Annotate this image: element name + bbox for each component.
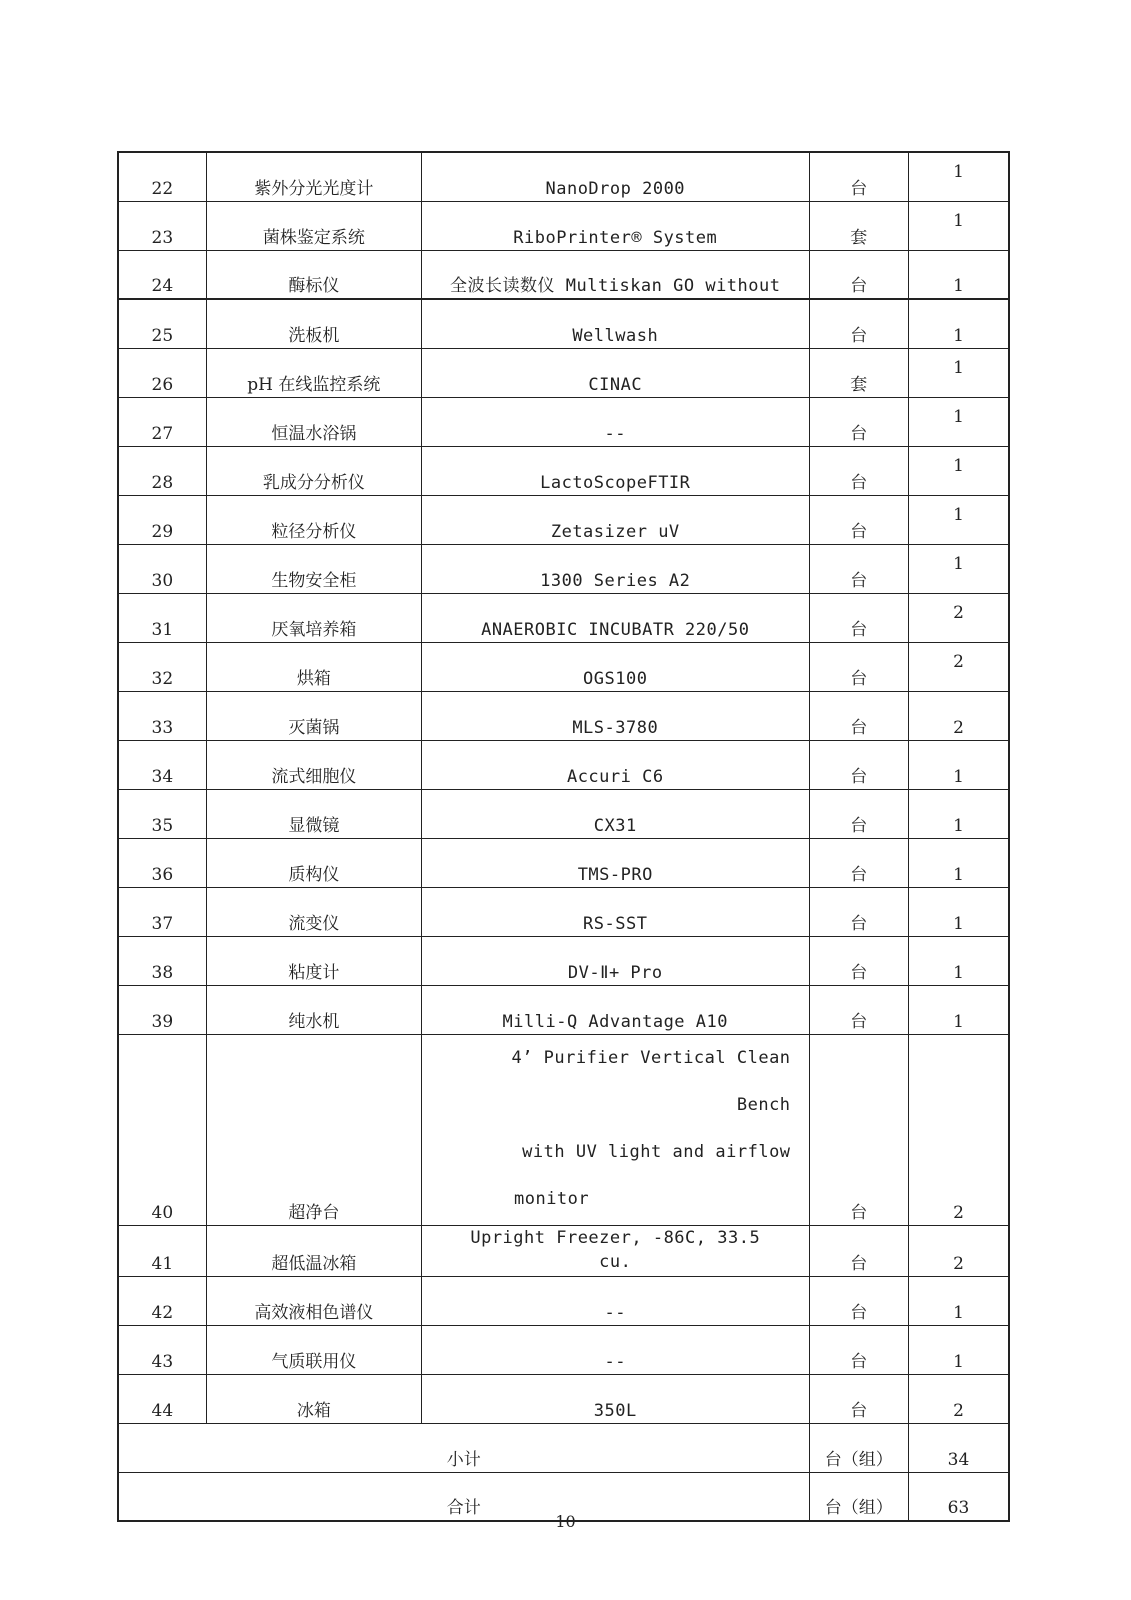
equipment-model: ANAEROBIC INCUBATR 220/50 — [421, 593, 809, 642]
table-row — [118, 348, 1009, 397]
table-row — [118, 1276, 1009, 1325]
equipment-name: 高效液相色谱仪 — [206, 1276, 421, 1325]
unit: 台 — [809, 985, 908, 1034]
quantity: 2 — [909, 1225, 1010, 1276]
table-row — [118, 1325, 1009, 1374]
model-line: 4’ Purifier Vertical Clean Bench — [511, 1047, 791, 1115]
equipment-model: 全波长读数仪 Multiskan GO without — [421, 250, 809, 299]
row-number: 24 — [118, 250, 206, 299]
quantity: 1 — [909, 740, 1010, 789]
row-number: 37 — [118, 887, 206, 936]
table-row — [118, 887, 1009, 936]
equipment-name: pH 在线监控系统 — [206, 348, 421, 397]
equipment-model: 350L — [421, 1374, 809, 1423]
quantity: 1 — [909, 152, 1010, 201]
quantity: 2 — [909, 593, 1010, 642]
equipment-name: 生物安全柜 — [206, 544, 421, 593]
table-row — [118, 593, 1009, 642]
equipment-model: CINAC — [421, 348, 809, 397]
total-quantity: 63 — [909, 1472, 1010, 1521]
equipment-name: 冰箱 — [206, 1374, 421, 1423]
table-row — [118, 250, 1009, 299]
table-row — [118, 936, 1009, 985]
equipment-name: 气质联用仪 — [206, 1325, 421, 1374]
equipment-table — [117, 151, 1010, 1522]
equipment-model — [421, 1225, 809, 1276]
quantity: 1 — [909, 887, 1010, 936]
quantity: 1 — [909, 789, 1010, 838]
row-number: 22 — [118, 152, 206, 201]
equipment-name: 乳成分分析仪 — [206, 446, 421, 495]
table-row — [118, 1374, 1009, 1423]
quantity: 1 — [909, 1325, 1010, 1374]
table-row — [118, 985, 1009, 1034]
equipment-model: -- — [421, 1325, 809, 1374]
row-number: 40 — [118, 1034, 206, 1225]
row-number: 28 — [118, 446, 206, 495]
equipment-name: 菌株鉴定系统 — [206, 201, 421, 250]
unit: 台 — [809, 446, 908, 495]
table-row — [118, 1034, 1009, 1225]
table-row — [118, 446, 1009, 495]
equipment-name: 厌氧培养箱 — [206, 593, 421, 642]
unit: 台 — [809, 1225, 908, 1276]
table-row — [118, 642, 1009, 691]
unit: 套 — [809, 201, 908, 250]
unit: 台 — [809, 1325, 908, 1374]
quantity: 1 — [909, 838, 1010, 887]
model-line: monitor — [513, 1188, 590, 1209]
table-row — [118, 397, 1009, 446]
equipment-model: CX31 — [421, 789, 809, 838]
row-number: 38 — [118, 936, 206, 985]
unit: 台 — [809, 397, 908, 446]
row-number: 35 — [118, 789, 206, 838]
equipment-model: NanoDrop 2000 — [421, 152, 809, 201]
unit: 套 — [809, 348, 908, 397]
total-unit: 台（组） — [809, 1472, 908, 1521]
row-number: 31 — [118, 593, 206, 642]
subtotal-quantity: 34 — [909, 1423, 1010, 1472]
row-number: 32 — [118, 642, 206, 691]
equipment-model-lines — [422, 1035, 809, 1223]
unit: 台 — [809, 887, 908, 936]
table-row — [118, 789, 1009, 838]
equipment-name: 洗板机 — [206, 299, 421, 348]
equipment-name: 灭菌锅 — [206, 691, 421, 740]
quantity: 2 — [909, 691, 1010, 740]
row-number: 30 — [118, 544, 206, 593]
equipment-model: -- — [421, 1276, 809, 1325]
quantity: 1 — [909, 348, 1010, 397]
row-number: 25 — [118, 299, 206, 348]
unit: 台 — [809, 642, 908, 691]
equipment-model: Zetasizer uV — [421, 495, 809, 544]
quantity: 1 — [909, 299, 1010, 348]
equipment-name: 恒温水浴锅 — [206, 397, 421, 446]
row-number: 34 — [118, 740, 206, 789]
row-number: 41 — [118, 1225, 206, 1276]
quantity: 2 — [909, 642, 1010, 691]
quantity: 2 — [909, 1374, 1010, 1423]
table-row — [118, 740, 1009, 789]
table-row — [118, 201, 1009, 250]
equipment-model: -- — [421, 397, 809, 446]
unit: 台 — [809, 1374, 908, 1423]
row-number: 39 — [118, 985, 206, 1034]
equipment-model: Milli-Q Advantage A10 — [421, 985, 809, 1034]
row-number: 33 — [118, 691, 206, 740]
equipment-name: 粒径分析仪 — [206, 495, 421, 544]
unit: 台 — [809, 152, 908, 201]
total-label: 合计 — [118, 1472, 809, 1521]
quantity: 1 — [909, 397, 1010, 446]
equipment-model: MLS-3780 — [421, 691, 809, 740]
equipment-name: 流变仪 — [206, 887, 421, 936]
page-number: 10 — [555, 1512, 576, 1531]
quantity: 1 — [909, 250, 1010, 299]
unit: 台 — [809, 838, 908, 887]
row-number: 43 — [118, 1325, 206, 1374]
subtotal-row — [118, 1423, 1009, 1472]
quantity: 1 — [909, 201, 1010, 250]
equipment-model: Accuri C6 — [421, 740, 809, 789]
unit: 台 — [809, 691, 908, 740]
row-number: 36 — [118, 838, 206, 887]
quantity: 1 — [909, 936, 1010, 985]
equipment-name: 紫外分光光度计 — [206, 152, 421, 201]
model-line: cu. — [599, 1251, 632, 1272]
quantity: 1 — [909, 1276, 1010, 1325]
equipment-model: RS-SST — [421, 887, 809, 936]
subtotal-label: 小计 — [118, 1423, 809, 1472]
equipment-model: OGS100 — [421, 642, 809, 691]
equipment-name: 酶标仪 — [206, 250, 421, 299]
equipment-model: Wellwash — [421, 299, 809, 348]
unit: 台 — [809, 250, 908, 299]
unit: 台 — [809, 1276, 908, 1325]
unit: 台 — [809, 1034, 908, 1225]
row-number: 29 — [118, 495, 206, 544]
table-row — [118, 299, 1009, 348]
equipment-model: LactoScopeFTIR — [421, 446, 809, 495]
equipment-name: 烘箱 — [206, 642, 421, 691]
equipment-name: 粘度计 — [206, 936, 421, 985]
equipment-name: 纯水机 — [206, 985, 421, 1034]
model-line: with UV light and airflow — [522, 1141, 791, 1162]
row-number: 23 — [118, 201, 206, 250]
quantity: 1 — [909, 985, 1010, 1034]
table-row — [118, 1225, 1009, 1276]
quantity: 2 — [909, 1034, 1010, 1225]
quantity: 1 — [909, 446, 1010, 495]
model-line: Upright Freezer, -86C, 33.5 — [470, 1227, 761, 1248]
table-row — [118, 544, 1009, 593]
equipment-model: TMS-PRO — [421, 838, 809, 887]
unit: 台 — [809, 544, 908, 593]
quantity: 1 — [909, 495, 1010, 544]
equipment-name: 流式细胞仪 — [206, 740, 421, 789]
unit: 台 — [809, 936, 908, 985]
unit: 台 — [809, 789, 908, 838]
equipment-model — [421, 1034, 809, 1225]
row-number: 26 — [118, 348, 206, 397]
equipment-name: 超净台 — [206, 1034, 421, 1225]
equipment-model: RiboPrinter® System — [421, 201, 809, 250]
table-row — [118, 691, 1009, 740]
equipment-model: 1300 Series A2 — [421, 544, 809, 593]
unit: 台 — [809, 740, 908, 789]
equipment-name: 质构仪 — [206, 838, 421, 887]
table-row — [118, 495, 1009, 544]
unit: 台 — [809, 299, 908, 348]
equipment-model: DV-Ⅱ+ Pro — [421, 936, 809, 985]
equipment-name: 显微镜 — [206, 789, 421, 838]
quantity: 1 — [909, 544, 1010, 593]
unit: 台 — [809, 495, 908, 544]
row-number: 27 — [118, 397, 206, 446]
unit: 台 — [809, 593, 908, 642]
table-row — [118, 838, 1009, 887]
row-number: 42 — [118, 1276, 206, 1325]
subtotal-unit: 台（组） — [809, 1423, 908, 1472]
row-number: 44 — [118, 1374, 206, 1423]
equipment-name: 超低温冰箱 — [206, 1225, 421, 1276]
table-row — [118, 152, 1009, 201]
